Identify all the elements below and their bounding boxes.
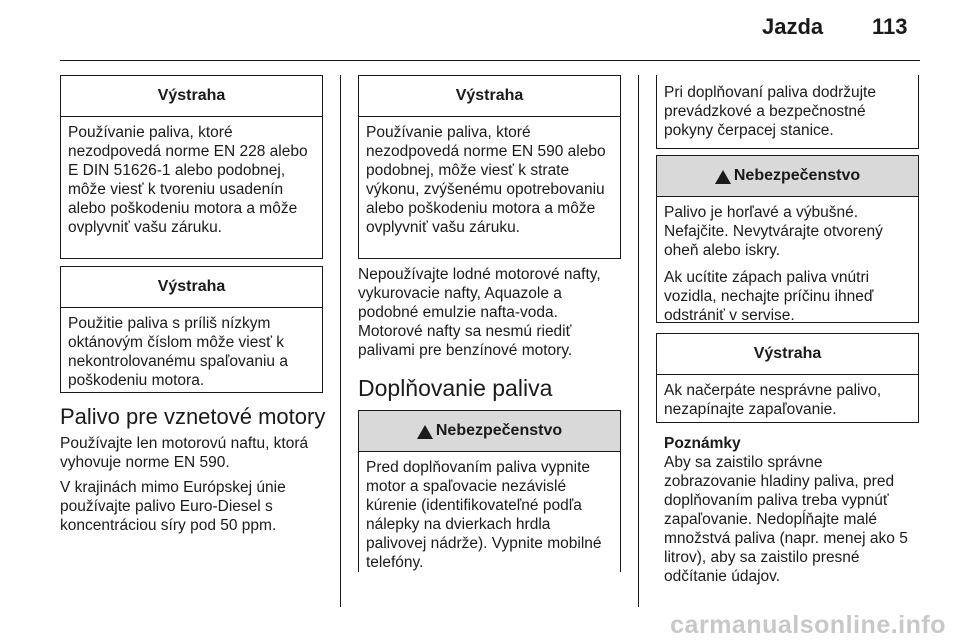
header-rule <box>60 60 920 61</box>
warning-text: Ak načerpáte nesprávne palivo, nezapínajte zapaľovanie. <box>664 382 882 418</box>
continued-danger-box <box>656 75 919 149</box>
danger-box-flammable <box>656 155 919 323</box>
watermark: carmanualsonline.info <box>670 611 946 639</box>
note-text: Aby sa zaistilo správne zobrazovanie hladiny paliva, pred doplňovaním paliva treba vypnúť zapaľovanie. Nedopĺňajte malé množstvá paliva (napr. menej ako 5 litrov), aby sa zaistilo presné odčítanie údajov. <box>664 454 908 585</box>
running-header-title: Jazda <box>762 14 824 39</box>
warning-title: Výstraha <box>61 267 322 308</box>
page-number: 113 <box>872 14 908 39</box>
warning-title: Výstraha <box>657 334 918 375</box>
danger-text: Palivo je horľavé a výbušné. Nefajčite. Nevytvárajte otvorený oheň alebo iskry. <box>664 204 883 259</box>
note-block <box>664 434 914 586</box>
warning-text: Použitie paliva s príliš nízkym oktánovým číslom môže viesť k nekontrolovanému spaľovaniu a poškodeniu motora. <box>68 315 288 389</box>
paragraph-diesel-outside-eu: V krajinách mimo Európskej únie používajte palivo Euro-Diesel s koncentráciou síry pod 50 ppm. <box>60 479 286 534</box>
paragraph-text: Nepoužívajte lodné motorové nafty, vykurovacie nafty, Aquazole a podobné emulzie nafta-voda. Motorové nafty sa nesmú riediť palivami pre benzínové motory. <box>358 266 601 359</box>
column-divider-1 <box>340 75 341 607</box>
danger-box-refuelling <box>358 410 621 572</box>
section-heading-refuelling: Doplňovanie paliva <box>358 375 553 401</box>
warning-box-octane <box>60 266 323 393</box>
warning-triangle-icon <box>417 425 433 439</box>
warning-text: Používanie paliva, ktoré nezodpovedá norme EN 590 alebo podobnej, môže viesť k strate výkonu, zvýšenému opotrebovaniu alebo poškodeniu motora a môže ovplyvniť vašu záruku. <box>366 124 606 236</box>
danger-header <box>657 156 918 197</box>
warning-triangle-icon <box>715 170 731 184</box>
warning-box-diesel-norm <box>358 75 621 259</box>
column-divider-2 <box>638 75 639 607</box>
note-title: Poznámky <box>664 435 741 452</box>
warning-box-fuel-norm <box>60 75 323 259</box>
warning-title: Výstraha <box>61 76 322 117</box>
paragraph-diesel-norm: Používajte len motorovú naftu, ktorá vyhovuje norme EN 590. <box>60 435 309 471</box>
warning-text: Používanie paliva, ktoré nezodpovedá norme EN 228 alebo E DIN 51626-1 alebo podobnej, môže viesť k tvoreniu usadenín alebo poškodeniu motora a môže ovplyvniť vašu záruku. <box>68 124 308 236</box>
section-heading-diesel: Palivo pre vznetové motory <box>60 404 326 429</box>
warning-title: Výstraha <box>359 76 620 117</box>
danger-text: Pred doplňovaním paliva vypnite motor a spaľovacie nezávislé kúrenie (identifikovateľné podľa nálepky na dvierkach hrdla palivovej nádrže). Vypnite mobilné telefóny. <box>366 459 602 571</box>
danger-text: Ak ucítite zápach paliva vnútri vozidla, nechajte príčinu ihneď odstrániť v servise. <box>664 269 874 324</box>
danger-title: Nebezpečenstvo <box>733 167 861 184</box>
danger-text-continued: Pri doplňovaní paliva dodržujte prevádzkové a bezpečnostné pokyny čerpacej stanice. <box>664 84 876 139</box>
paragraph-diesel-restrictions <box>358 265 623 366</box>
danger-header <box>359 411 620 452</box>
danger-title: Nebezpečenstvo <box>435 422 563 439</box>
diesel-text <box>60 434 330 541</box>
warning-box-wrong-fuel <box>656 333 919 423</box>
